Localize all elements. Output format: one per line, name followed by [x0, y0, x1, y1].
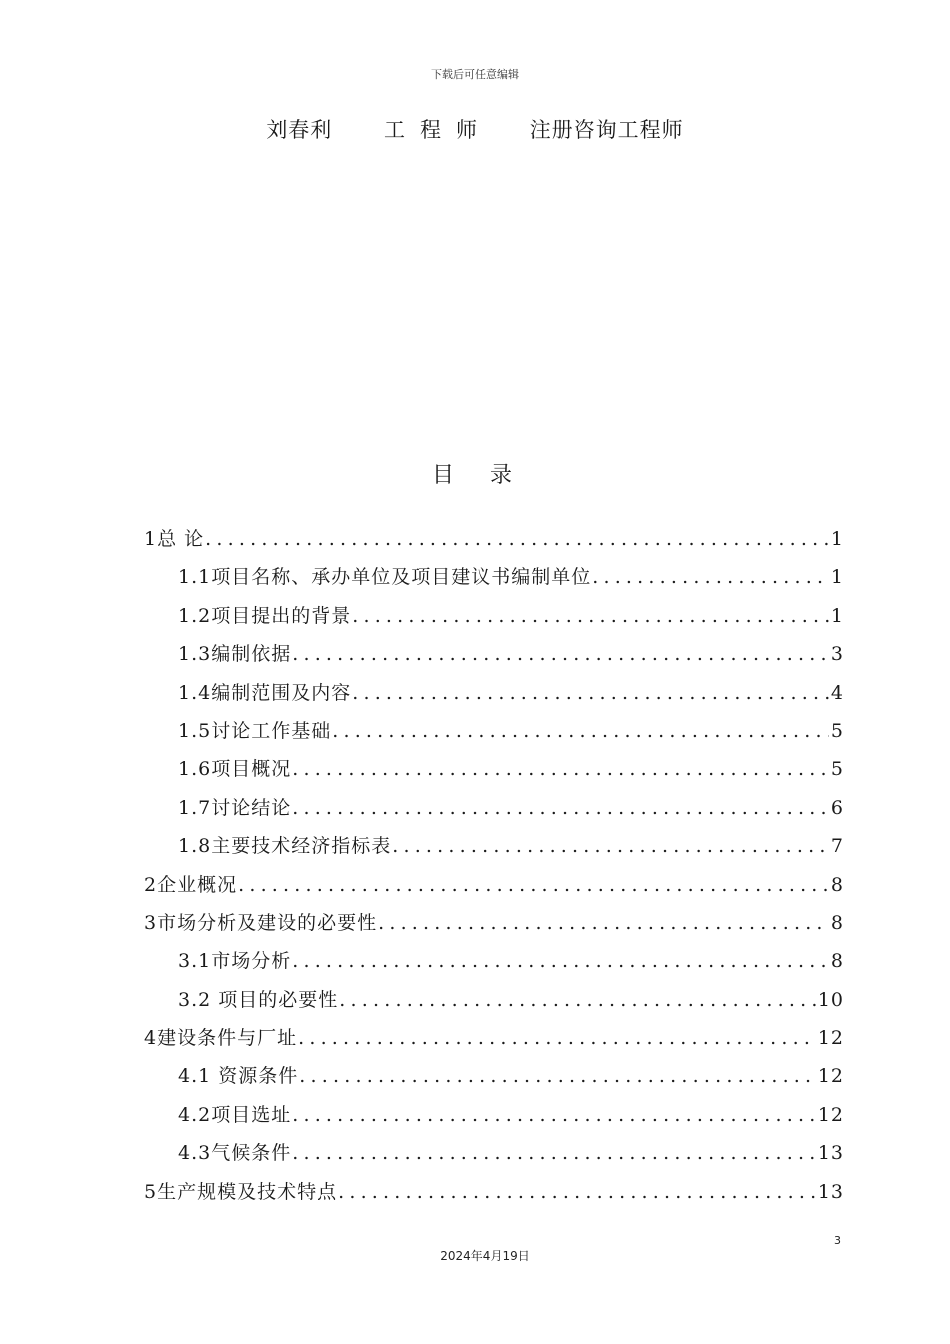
- toc-entry[interactable]: [144, 639, 844, 677]
- toc-entry-label: 3市场分析及建设的必要性: [144, 911, 378, 934]
- toc-dot-leader: [292, 758, 829, 780]
- toc-title: 目录: [431, 463, 548, 488]
- toc-entry-page: 12: [817, 1027, 844, 1050]
- toc-entry-page: 13: [817, 1180, 844, 1203]
- toc-entry-label: 1.1项目名称、承办单位及项目建议书编制单位: [178, 566, 592, 589]
- author-qualification: 注册咨询工程师: [529, 118, 684, 142]
- toc-entry-page: 1: [830, 566, 844, 589]
- toc-dot-leader: [378, 912, 829, 934]
- page-number: 3: [834, 1234, 841, 1247]
- toc-entry-page: 12: [817, 1103, 844, 1126]
- toc-dot-leader: [592, 566, 829, 588]
- toc-dot-leader: [298, 1027, 816, 1049]
- toc-entry[interactable]: [144, 716, 844, 754]
- toc-dot-leader: [238, 874, 829, 896]
- toc-dot-leader: [332, 720, 829, 742]
- toc-entry-page: 8: [830, 950, 844, 973]
- toc-dot-leader: [292, 950, 829, 972]
- toc-entry-page: 1: [830, 528, 844, 550]
- author-signature-line: [0, 114, 950, 144]
- toc-entry-page: 7: [830, 835, 844, 858]
- toc-entry-page: 6: [830, 796, 844, 819]
- toc-dot-leader: [299, 1065, 816, 1087]
- toc-entry[interactable]: [144, 1138, 844, 1176]
- toc-entry-page: 5: [830, 758, 844, 781]
- toc-dot-leader: [292, 643, 829, 665]
- toc-entry-label: 2企业概况: [144, 873, 238, 896]
- toc-dot-leader: [205, 528, 829, 550]
- author-name: 刘春利: [266, 118, 333, 142]
- table-of-contents: [144, 524, 844, 1215]
- toc-dot-leader: [292, 1104, 816, 1126]
- toc-entry[interactable]: [144, 870, 844, 908]
- toc-entry[interactable]: [144, 524, 844, 562]
- toc-entry[interactable]: [144, 1023, 844, 1061]
- toc-entry[interactable]: [144, 831, 844, 869]
- toc-entry-page: 12: [817, 1065, 844, 1088]
- toc-dot-leader: [392, 835, 829, 857]
- toc-entry[interactable]: [144, 678, 844, 716]
- toc-entry[interactable]: [144, 1100, 844, 1138]
- toc-entry[interactable]: [144, 793, 844, 831]
- toc-entry-label: 1.2项目提出的背景: [178, 604, 352, 627]
- toc-entry[interactable]: [144, 985, 844, 1023]
- toc-entry-label: 3.1市场分析: [178, 950, 292, 973]
- header-note: 下载后可任意编辑: [431, 68, 519, 81]
- toc-entry[interactable]: [144, 1061, 844, 1099]
- toc-entry-label: 4.1 资源条件: [178, 1065, 299, 1088]
- toc-entry-label: 1.5讨论工作基础: [178, 719, 332, 742]
- toc-entry[interactable]: [144, 946, 844, 984]
- toc-entry-label: 1.7讨论结论: [178, 796, 292, 819]
- author-title: 工程师: [384, 118, 492, 142]
- toc-entry[interactable]: [144, 908, 844, 946]
- toc-entry-page: 8: [830, 911, 844, 934]
- toc-entry-page: 3: [830, 643, 844, 666]
- toc-entry[interactable]: [144, 562, 844, 600]
- toc-dot-leader: [352, 605, 829, 627]
- toc-entry[interactable]: [144, 601, 844, 639]
- toc-entry-page: 13: [817, 1142, 844, 1165]
- toc-entry-label: 4建设条件与厂址: [144, 1027, 298, 1050]
- toc-dot-leader: [352, 682, 829, 704]
- toc-entry-page: 8: [830, 873, 844, 896]
- toc-entry-label: 3.2 项目的必要性: [178, 988, 339, 1011]
- toc-entry-label: 1.4编制范围及内容: [178, 681, 352, 704]
- toc-entry-label: 1.3编制依据: [178, 643, 292, 666]
- toc-dot-leader: [292, 1142, 816, 1164]
- toc-dot-leader: [339, 989, 816, 1011]
- toc-entry-label: 1.6项目概况: [178, 758, 292, 781]
- toc-dot-leader: [338, 1181, 816, 1203]
- toc-entry-label: 1总 论: [144, 528, 205, 550]
- toc-entry[interactable]: [144, 754, 844, 792]
- toc-entry-label: 5生产规模及技术特点: [144, 1180, 338, 1203]
- toc-entry-label: 4.3气候条件: [178, 1142, 292, 1165]
- toc-dot-leader: [292, 797, 829, 819]
- toc-entry[interactable]: [144, 1177, 844, 1215]
- toc-entry-label: 1.8主要技术经济指标表: [178, 835, 392, 858]
- toc-entry-page: 4: [830, 681, 844, 704]
- toc-entry-page: 10: [817, 988, 844, 1011]
- toc-entry-page: 1: [830, 604, 844, 627]
- footer-date: 2024年4月19日: [440, 1249, 530, 1263]
- toc-entry-page: 5: [830, 719, 844, 742]
- toc-entry-label: 4.2项目选址: [178, 1103, 292, 1126]
